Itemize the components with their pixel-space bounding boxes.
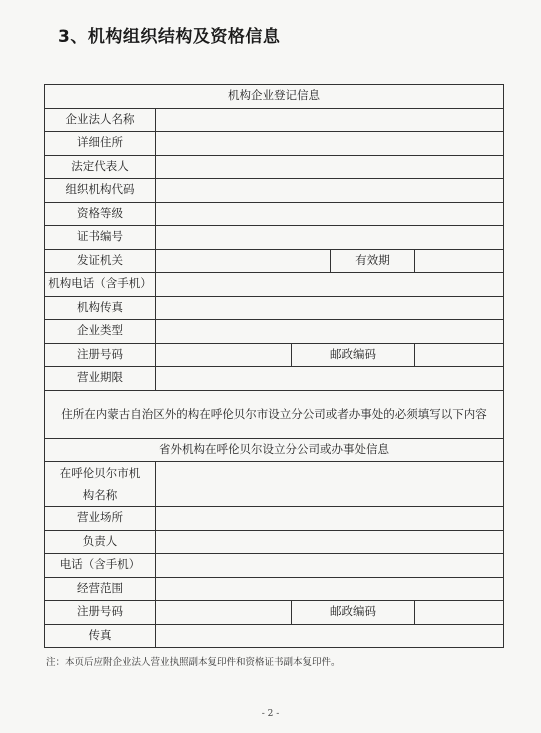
field-branch-phone[interactable] (156, 554, 504, 578)
label-branch-fax: 传真 (45, 624, 156, 648)
section-header-branch: 省外机构在呼伦贝尔设立分公司或办事处信息 (45, 438, 504, 462)
field-branch-fax[interactable] (156, 624, 504, 648)
field-validity[interactable] (415, 249, 504, 273)
label-branch-reg-no: 注册号码 (45, 601, 156, 625)
page-number: - 2 - (261, 709, 280, 719)
footnote: 注：本页后应附企业法人营业执照副本复印件和资格证书副本复印件。 (46, 657, 341, 668)
field-legal-name[interactable] (156, 108, 504, 132)
field-premises[interactable] (156, 507, 504, 531)
field-issuer[interactable] (156, 249, 331, 273)
field-scope[interactable] (156, 577, 504, 601)
section-header-registration: 机构企业登记信息 (45, 85, 504, 109)
label-postcode: 邮政编码 (292, 343, 415, 367)
field-org-code[interactable] (156, 179, 504, 203)
field-branch-name[interactable] (156, 462, 504, 507)
section-title: 3、机构组织结构及资格信息 (58, 27, 281, 47)
field-fax[interactable] (156, 296, 504, 320)
field-address[interactable] (156, 132, 504, 156)
label-validity: 有效期 (331, 249, 415, 273)
org-info-form (44, 84, 504, 648)
label-premises: 营业场所 (45, 507, 156, 531)
field-ent-type[interactable] (156, 320, 504, 344)
label-cert-no: 证书编号 (45, 226, 156, 250)
label-branch-phone: 电话（含手机） (45, 554, 156, 578)
label-fax: 机构传真 (45, 296, 156, 320)
label-org-code: 组织机构代码 (45, 179, 156, 203)
label-address: 详细住所 (45, 132, 156, 156)
label-scope: 经营范围 (45, 577, 156, 601)
label-biz-term: 营业期限 (45, 367, 156, 391)
label-ent-type: 企业类型 (45, 320, 156, 344)
field-cert-no[interactable] (156, 226, 504, 250)
label-qual-level: 资格等级 (45, 202, 156, 226)
label-branch-postcode: 邮政编码 (292, 601, 415, 625)
field-branch-reg-no[interactable] (156, 601, 292, 625)
field-postcode[interactable] (415, 343, 504, 367)
field-legal-rep[interactable] (156, 155, 504, 179)
label-phone: 机构电话（含手机） (45, 273, 156, 297)
field-biz-term[interactable] (156, 367, 504, 391)
branch-notice: 住所在内蒙古自治区外的构在呼伦贝尔市设立分公司或者办事处的必须填写以下内容 (45, 390, 504, 438)
field-branch-postcode[interactable] (415, 601, 504, 625)
label-manager: 负责人 (45, 530, 156, 554)
label-issuer: 发证机关 (45, 249, 156, 273)
label-legal-name: 企业法人名称 (45, 108, 156, 132)
label-legal-rep: 法定代表人 (45, 155, 156, 179)
field-qual-level[interactable] (156, 202, 504, 226)
field-manager[interactable] (156, 530, 504, 554)
field-phone[interactable] (156, 273, 504, 297)
field-reg-no[interactable] (156, 343, 292, 367)
label-reg-no: 注册号码 (45, 343, 156, 367)
label-branch-name: 在呼伦贝尔市机构名称 (45, 462, 156, 507)
